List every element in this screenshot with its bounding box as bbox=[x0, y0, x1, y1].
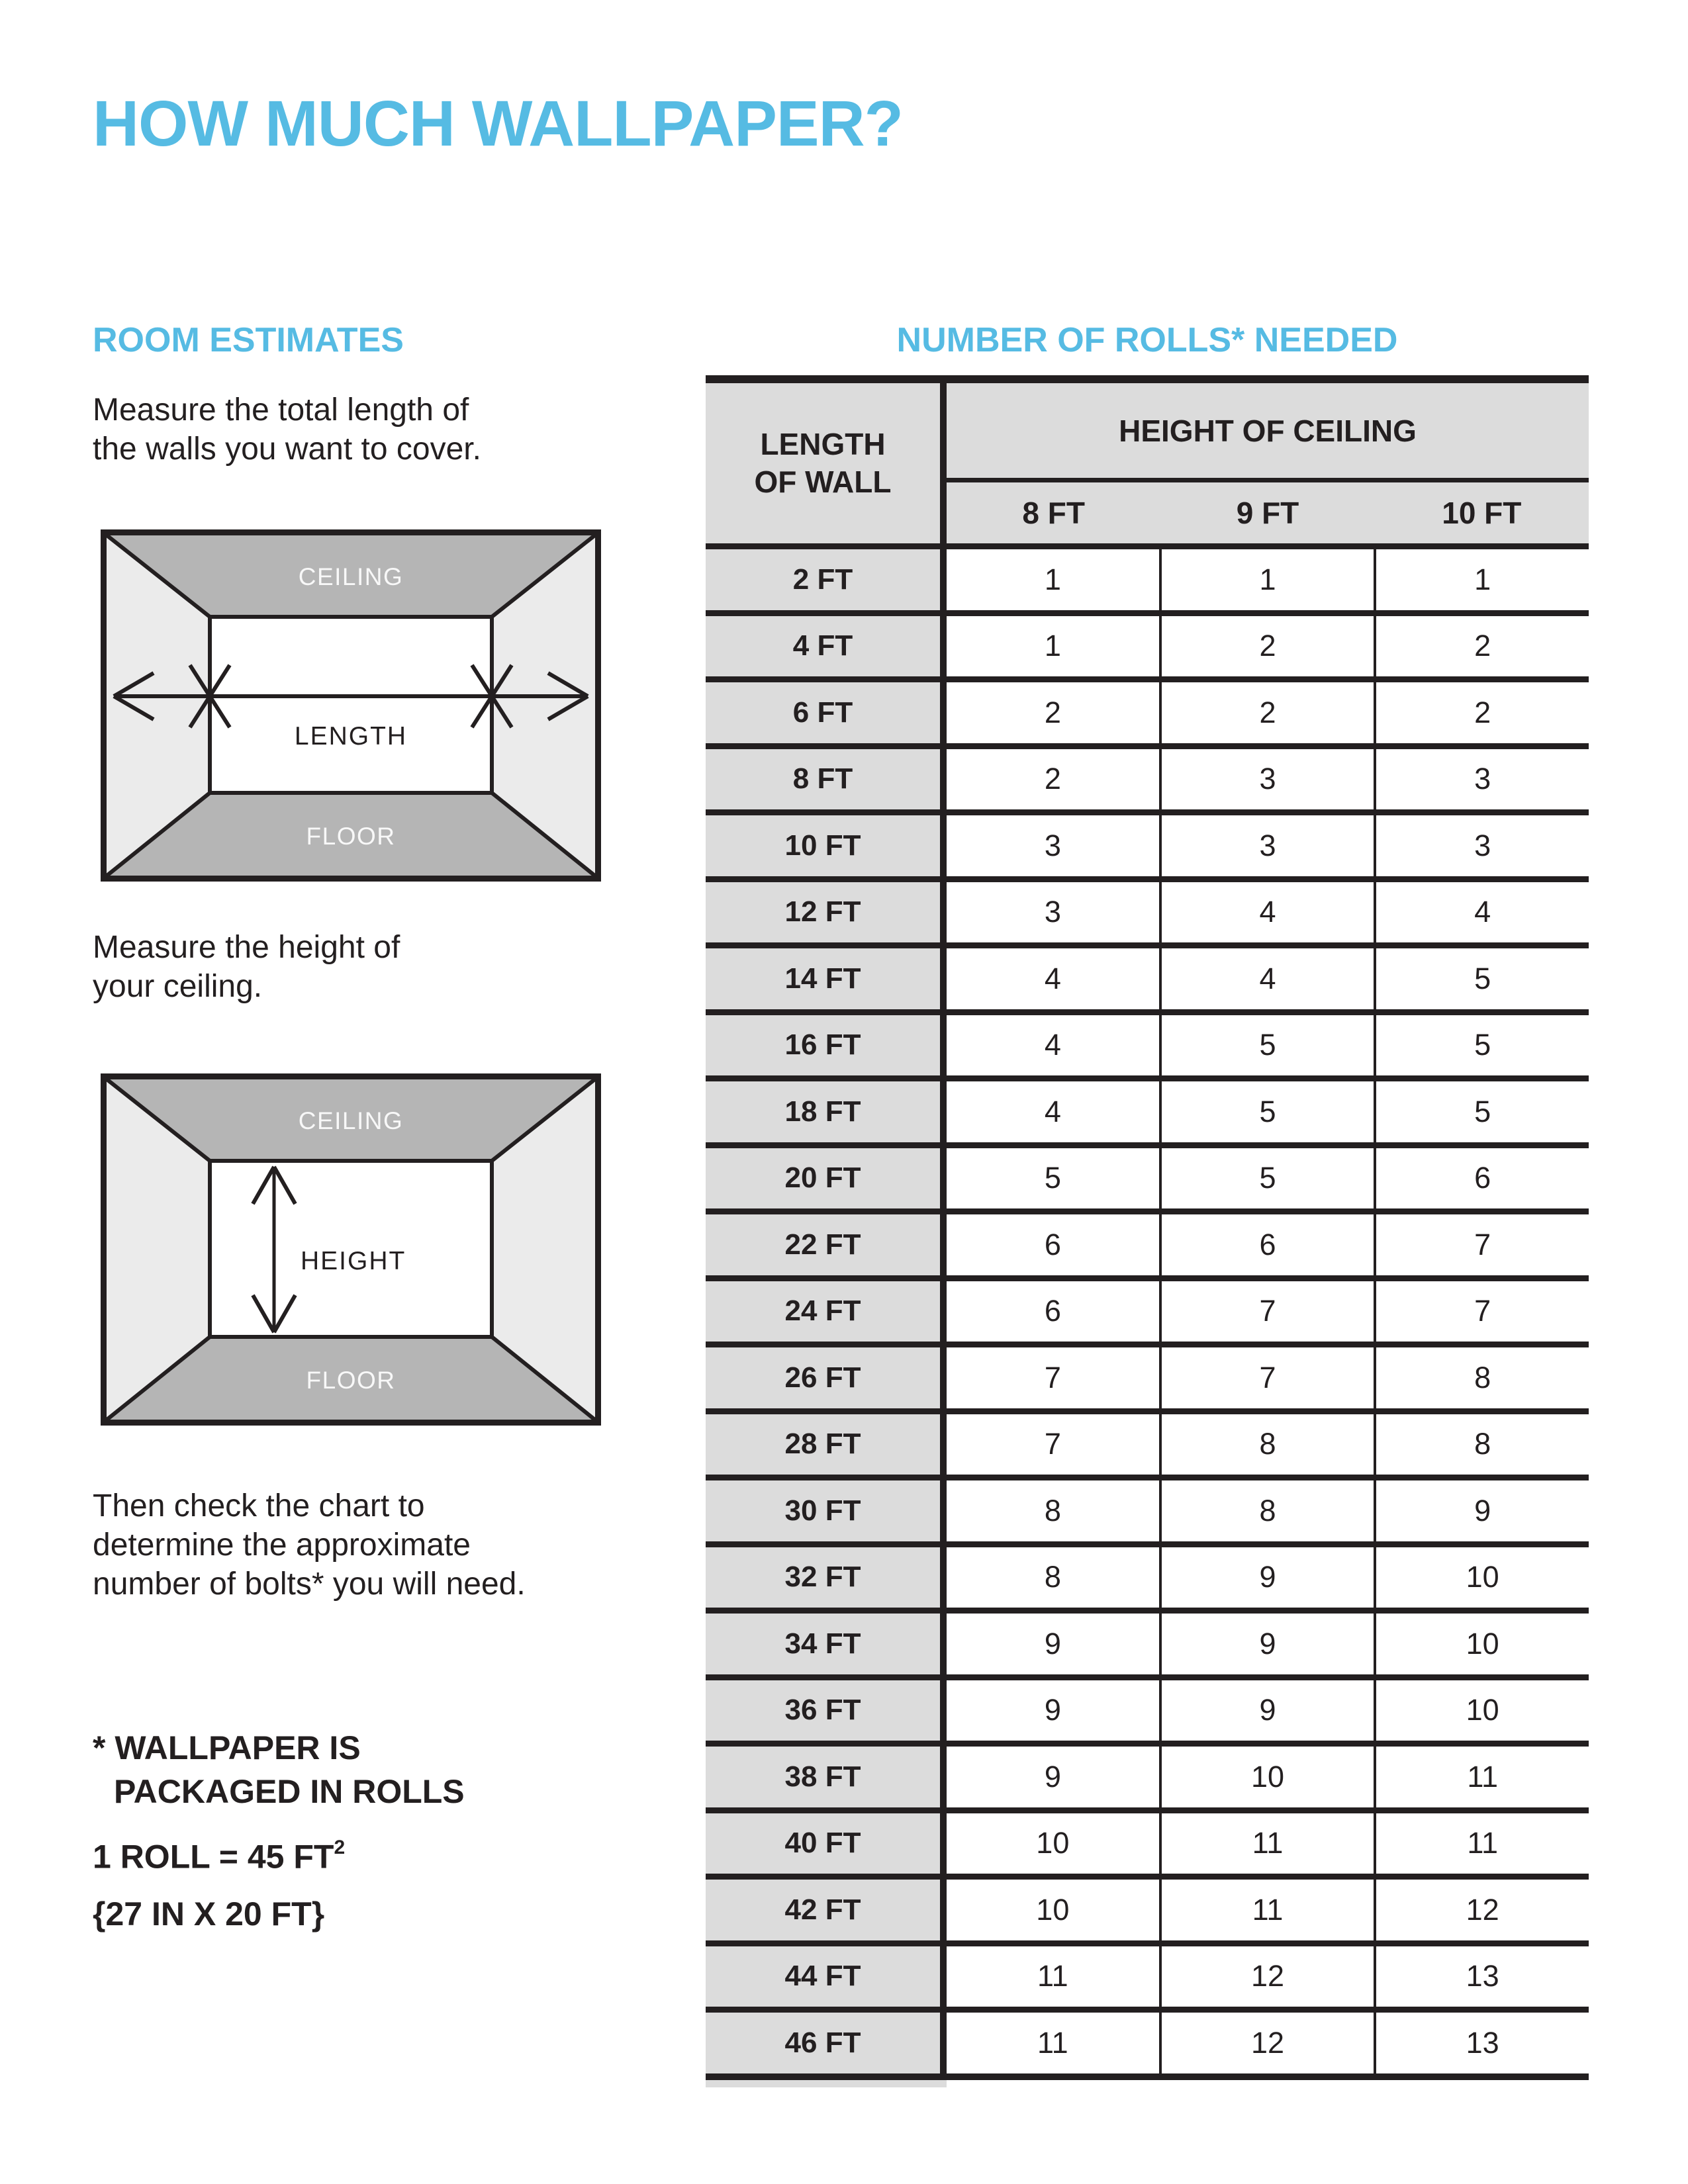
rolls-value-cell: 1 bbox=[947, 549, 1159, 610]
table-row bbox=[706, 1142, 1589, 1209]
table-row bbox=[706, 1009, 1589, 1076]
table-row bbox=[706, 2007, 1589, 2073]
column-divider bbox=[940, 1614, 947, 1674]
rolls-value-cell: 10 bbox=[1374, 1680, 1589, 1741]
floor-label: FLOOR bbox=[306, 1367, 396, 1394]
rolls-value-cell: 2 bbox=[1159, 682, 1374, 743]
rolls-value-cell: 6 bbox=[1159, 1214, 1374, 1275]
rolls-value-cell: 4 bbox=[1159, 882, 1374, 943]
row-length-label: 30 FT bbox=[706, 1480, 940, 1541]
instruction-check-chart bbox=[93, 1486, 526, 1604]
table-row bbox=[706, 1475, 1589, 1541]
length-label: LENGTH bbox=[294, 722, 408, 751]
column-divider bbox=[940, 749, 947, 810]
instruction-line: the walls you want to cover. bbox=[93, 432, 481, 467]
roll-dimensions: {27 IN X 20 FT} bbox=[93, 1895, 325, 1933]
room-estimates-heading: ROOM ESTIMATES bbox=[93, 321, 404, 359]
rolls-value-cell: 3 bbox=[1159, 749, 1374, 810]
row-length-label: 8 FT bbox=[706, 749, 940, 810]
rolls-value-cell: 2 bbox=[947, 749, 1159, 810]
row-length-label: 6 FT bbox=[706, 682, 940, 743]
rolls-value-cell: 1 bbox=[947, 616, 1159, 677]
rolls-value-cell: 4 bbox=[947, 1081, 1159, 1142]
rolls-value-cell: 13 bbox=[1374, 1946, 1589, 2007]
row-length-label: 24 FT bbox=[706, 1281, 940, 1342]
column-divider bbox=[940, 549, 947, 610]
row-length-label: 28 FT bbox=[706, 1414, 940, 1475]
rolls-value-cell: 10 bbox=[1374, 1614, 1589, 1674]
row-length-label: 2 FT bbox=[706, 549, 940, 610]
rolls-value-cell: 3 bbox=[1374, 749, 1589, 810]
rolls-value-cell: 8 bbox=[1374, 1347, 1589, 1408]
rolls-value-cell: 9 bbox=[1374, 1480, 1589, 1541]
table-row bbox=[706, 1874, 1589, 1940]
instruction-line: your ceiling. bbox=[93, 969, 263, 1004]
row-length-label: 34 FT bbox=[706, 1614, 940, 1674]
table-body bbox=[706, 543, 1589, 2073]
rolls-value-cell: 7 bbox=[1159, 1347, 1374, 1408]
column-divider bbox=[940, 1081, 947, 1142]
row-length-label: 14 FT bbox=[706, 948, 940, 1009]
rolls-value-cell: 9 bbox=[947, 1747, 1159, 1807]
wallpaper-rolls-footnote bbox=[93, 1726, 465, 1813]
row-length-label: 44 FT bbox=[706, 1946, 940, 2007]
row-length-label: 18 FT bbox=[706, 1081, 940, 1142]
table-row bbox=[706, 743, 1589, 810]
rolls-value-cell: 7 bbox=[947, 1347, 1159, 1408]
rolls-value-cell: 5 bbox=[1374, 1081, 1589, 1142]
roll-size-info bbox=[93, 1831, 345, 1934]
instruction-measure-height bbox=[93, 928, 400, 1006]
table-row bbox=[706, 543, 1589, 610]
table-row bbox=[706, 676, 1589, 743]
col-header-8ft: 8 FT bbox=[1022, 496, 1085, 530]
table-row bbox=[706, 809, 1589, 876]
row-length-label: 10 FT bbox=[706, 815, 940, 876]
rolls-value-cell: 2 bbox=[1374, 616, 1589, 677]
length-of-wall-line: LENGTH bbox=[760, 427, 886, 461]
rolls-value-cell: 8 bbox=[1159, 1480, 1374, 1541]
rolls-value-cell: 8 bbox=[1159, 1414, 1374, 1475]
table-row bbox=[706, 1807, 1589, 1874]
table-row bbox=[706, 942, 1589, 1009]
rolls-value-cell: 3 bbox=[1159, 815, 1374, 876]
footnote-line: * WALLPAPER IS bbox=[93, 1729, 361, 1766]
row-length-label: 32 FT bbox=[706, 1547, 940, 1608]
table-top-bar bbox=[706, 375, 1589, 383]
rolls-value-cell: 3 bbox=[1374, 815, 1589, 876]
rolls-value-cell: 9 bbox=[1159, 1614, 1374, 1674]
rolls-value-cell: 9 bbox=[947, 1614, 1159, 1674]
row-length-label: 26 FT bbox=[706, 1347, 940, 1408]
rolls-value-cell: 2 bbox=[947, 682, 1159, 743]
rolls-value-cell: 7 bbox=[1159, 1281, 1374, 1342]
header-divider-line bbox=[947, 478, 1589, 482]
rolls-value-cell: 5 bbox=[1374, 948, 1589, 1009]
instruction-line: Then check the chart to bbox=[93, 1488, 425, 1524]
rolls-value-cell: 2 bbox=[1159, 616, 1374, 677]
column-divider bbox=[940, 1281, 947, 1342]
room-length-diagram bbox=[101, 529, 601, 882]
rolls-needed-heading: NUMBER OF ROLLS* NEEDED bbox=[896, 321, 1398, 359]
rolls-value-cell: 11 bbox=[947, 2013, 1159, 2073]
rolls-value-cell: 11 bbox=[1374, 1747, 1589, 1807]
rolls-value-cell: 12 bbox=[1374, 1880, 1589, 1940]
rolls-value-cell: 4 bbox=[947, 1015, 1159, 1076]
rolls-value-cell: 7 bbox=[947, 1414, 1159, 1475]
rolls-value-cell: 1 bbox=[1159, 549, 1374, 610]
row-length-label: 4 FT bbox=[706, 616, 940, 677]
col-header-10ft: 10 FT bbox=[1442, 496, 1522, 530]
row-length-label: 36 FT bbox=[706, 1680, 940, 1741]
table-row bbox=[706, 1541, 1589, 1608]
column-divider bbox=[940, 1214, 947, 1275]
rolls-value-cell: 3 bbox=[947, 815, 1159, 876]
height-of-ceiling-header: HEIGHT OF CEILING bbox=[1119, 413, 1417, 448]
column-divider bbox=[940, 1148, 947, 1209]
column-divider bbox=[940, 383, 947, 543]
room-height-diagram bbox=[101, 1073, 601, 1426]
table-row bbox=[706, 1208, 1589, 1275]
roll-equation-text: 1 ROLL = 45 FT bbox=[93, 1838, 334, 1876]
floor-label: FLOOR bbox=[306, 823, 396, 850]
rolls-value-cell: 8 bbox=[947, 1480, 1159, 1541]
table-row bbox=[706, 1342, 1589, 1408]
rolls-value-cell: 9 bbox=[1159, 1547, 1374, 1608]
rolls-value-cell: 5 bbox=[1159, 1081, 1374, 1142]
table-row bbox=[706, 1608, 1589, 1674]
rolls-value-cell: 10 bbox=[1159, 1747, 1374, 1807]
rolls-value-cell: 8 bbox=[947, 1547, 1159, 1608]
column-divider bbox=[940, 1414, 947, 1475]
row-length-label: 12 FT bbox=[706, 882, 940, 943]
column-divider bbox=[940, 1480, 947, 1541]
row-length-label: 42 FT bbox=[706, 1880, 940, 1940]
column-divider bbox=[940, 882, 947, 943]
roll-area-exponent: 2 bbox=[334, 1837, 346, 1858]
footnote-line: PACKAGED IN ROLLS bbox=[114, 1773, 465, 1810]
rolls-value-cell: 10 bbox=[1374, 1547, 1589, 1608]
rolls-value-cell: 9 bbox=[1159, 1680, 1374, 1741]
rolls-value-cell: 9 bbox=[947, 1680, 1159, 1741]
length-of-wall-line: OF WALL bbox=[754, 465, 892, 499]
table-header bbox=[706, 383, 1589, 543]
rolls-value-cell: 6 bbox=[947, 1214, 1159, 1275]
row-length-label: 40 FT bbox=[706, 1813, 940, 1874]
rolls-value-cell: 11 bbox=[1374, 1813, 1589, 1874]
rolls-value-cell: 6 bbox=[1374, 1148, 1589, 1209]
ceiling-height-subheaders bbox=[947, 482, 1589, 543]
ceiling-label: CEILING bbox=[298, 1107, 404, 1134]
rolls-value-cell: 12 bbox=[1159, 1946, 1374, 2007]
rolls-value-cell: 5 bbox=[1159, 1148, 1374, 1209]
rolls-value-cell: 4 bbox=[1374, 882, 1589, 943]
length-of-wall-header bbox=[706, 383, 940, 543]
table-row bbox=[706, 876, 1589, 943]
column-divider bbox=[940, 1813, 947, 1874]
table-bottom-bar bbox=[706, 2073, 1589, 2080]
column-divider bbox=[940, 1547, 947, 1608]
rolls-value-cell: 10 bbox=[947, 1880, 1159, 1940]
rolls-value-cell: 5 bbox=[1374, 1015, 1589, 1076]
height-label: HEIGHT bbox=[301, 1247, 406, 1275]
rolls-value-cell: 8 bbox=[1374, 1414, 1589, 1475]
rolls-value-cell: 13 bbox=[1374, 2013, 1589, 2073]
table-row bbox=[706, 1940, 1589, 2007]
rolls-value-cell: 1 bbox=[1374, 549, 1589, 610]
label-column-stub bbox=[706, 2080, 947, 2087]
rolls-value-cell: 5 bbox=[947, 1148, 1159, 1209]
roll-equation bbox=[93, 1831, 345, 1877]
row-length-label: 46 FT bbox=[706, 2013, 940, 2073]
rolls-value-cell: 3 bbox=[947, 882, 1159, 943]
instruction-line: number of bolts* you will need. bbox=[93, 1567, 526, 1602]
column-divider bbox=[940, 2013, 947, 2073]
column-divider bbox=[940, 948, 947, 1009]
column-divider bbox=[940, 1015, 947, 1076]
table-row bbox=[706, 1741, 1589, 1807]
rolls-value-cell: 5 bbox=[1159, 1015, 1374, 1076]
column-divider bbox=[940, 1880, 947, 1940]
column-divider bbox=[940, 1347, 947, 1408]
ceiling-label: CEILING bbox=[298, 563, 404, 590]
instruction-line: determine the approximate bbox=[93, 1527, 471, 1563]
instruction-measure-length bbox=[93, 390, 481, 469]
column-divider bbox=[940, 1946, 947, 2007]
rolls-value-cell: 11 bbox=[1159, 1880, 1374, 1940]
rolls-value-cell: 6 bbox=[947, 1281, 1159, 1342]
rolls-value-cell: 7 bbox=[1374, 1281, 1589, 1342]
rolls-table bbox=[706, 375, 1589, 2087]
table-row bbox=[706, 610, 1589, 677]
rolls-value-cell: 11 bbox=[1159, 1813, 1374, 1874]
row-length-label: 22 FT bbox=[706, 1214, 940, 1275]
row-length-label: 38 FT bbox=[706, 1747, 940, 1807]
rolls-value-cell: 4 bbox=[947, 948, 1159, 1009]
col-header-9ft: 9 FT bbox=[1236, 496, 1299, 530]
instruction-line: Measure the height of bbox=[93, 930, 400, 965]
column-divider bbox=[940, 1747, 947, 1807]
column-divider bbox=[940, 616, 947, 677]
rolls-value-cell: 2 bbox=[1374, 682, 1589, 743]
table-row bbox=[706, 1275, 1589, 1342]
rolls-value-cell: 4 bbox=[1159, 948, 1374, 1009]
rolls-value-cell: 12 bbox=[1159, 2013, 1374, 2073]
column-divider bbox=[940, 815, 947, 876]
table-row bbox=[706, 1408, 1589, 1475]
height-of-ceiling-header-group bbox=[947, 383, 1589, 543]
row-length-label: 16 FT bbox=[706, 1015, 940, 1076]
rolls-value-cell: 7 bbox=[1374, 1214, 1589, 1275]
table-row bbox=[706, 1674, 1589, 1741]
rolls-value-cell: 11 bbox=[947, 1946, 1159, 2007]
row-length-label: 20 FT bbox=[706, 1148, 940, 1209]
page-title: HOW MUCH WALLPAPER? bbox=[93, 87, 903, 159]
instruction-line: Measure the total length of bbox=[93, 392, 469, 428]
column-divider bbox=[940, 682, 947, 743]
table-row bbox=[706, 1075, 1589, 1142]
column-divider bbox=[940, 1680, 947, 1741]
back-wall bbox=[210, 617, 492, 793]
rolls-value-cell: 10 bbox=[947, 1813, 1159, 1874]
